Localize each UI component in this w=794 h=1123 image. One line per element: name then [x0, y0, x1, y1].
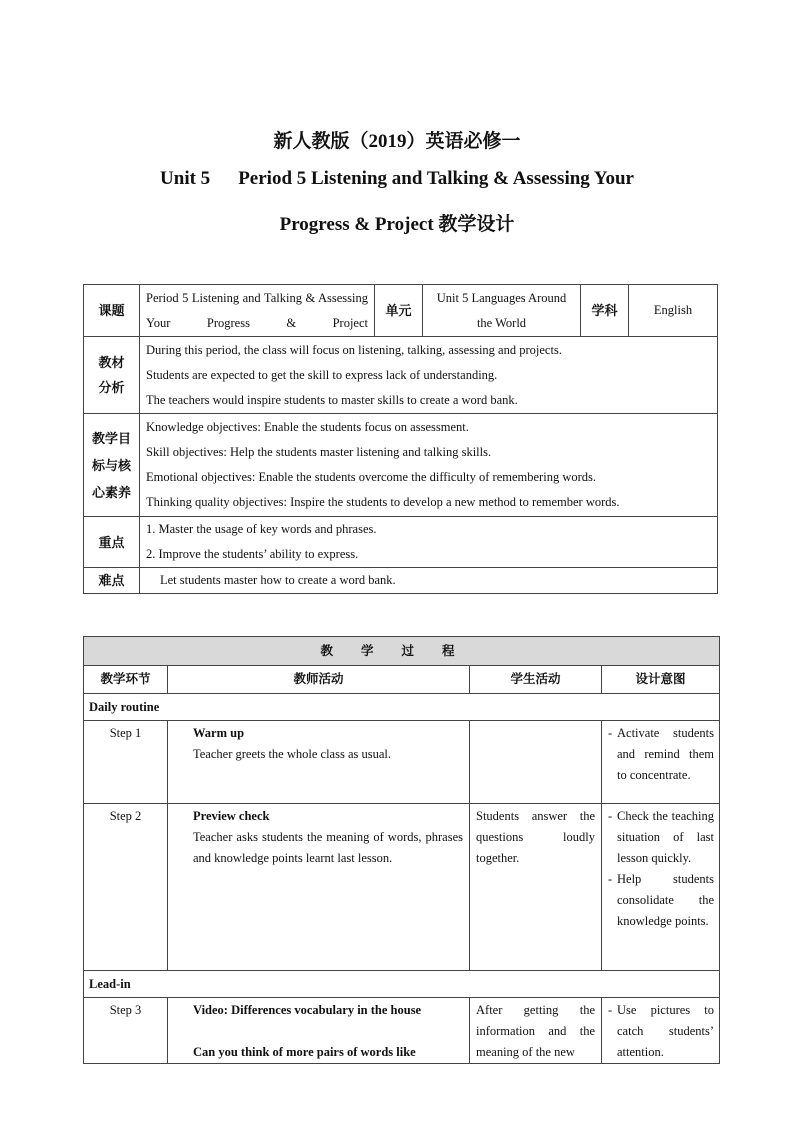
objective-line: Knowledge objectives: Enable the students focus on assessment.	[146, 420, 469, 434]
section-row	[84, 694, 720, 721]
teaching-process-table	[83, 636, 720, 1064]
unit-value: Unit 5 Languages Around the World	[423, 285, 581, 337]
teacher-activity	[168, 998, 470, 1064]
subject-value: English	[629, 285, 718, 337]
intent-item: - Activate students and remind them to concentrate.	[608, 723, 714, 786]
design-intent	[602, 721, 720, 804]
column-header-student: 学生活动	[470, 666, 602, 694]
design-intent	[602, 804, 720, 971]
key-points-row	[84, 517, 718, 568]
document-title: 新人教版（2019）英语必修一	[273, 131, 521, 152]
difficult-points-label: 难点	[84, 568, 140, 594]
activity-text: Teacher greets the whole class as usual.	[193, 747, 392, 761]
step-row	[84, 721, 720, 804]
document-subtitle	[0, 168, 794, 190]
topic-label: 课题	[84, 285, 140, 337]
key-points-content	[140, 517, 718, 568]
intent-item: - Help students consolidate the knowledge points.	[608, 869, 714, 932]
topic-value: Period 5 Listening and Talking & Assessing Your Progress & Project	[140, 285, 375, 337]
objective-line: Emotional objectives: Enable the students overcome the difficulty of remembering words.	[146, 470, 596, 484]
objectives-content	[140, 414, 718, 517]
analysis-line: During this period, the class will focus on listening, talking, assessing and projects.	[146, 342, 562, 357]
teacher-activity	[168, 804, 470, 971]
section-title: Daily routine	[84, 694, 720, 721]
activity-title: Video: Differences vocabulary in the house	[193, 1003, 422, 1017]
key-point-line: 1. Master the usage of key words and phrases.	[146, 522, 377, 536]
objectives-label: 教学目标与核心素养	[84, 414, 140, 517]
intent-item: - Check the teaching situation of last lesson quickly.	[608, 806, 714, 869]
step-label: Step 1	[84, 721, 168, 804]
unit-label: 单元	[375, 285, 423, 337]
topic-row	[84, 285, 718, 337]
subject-label: 学科	[581, 285, 629, 337]
intent-item: - Use pictures to catch students’ attention.	[608, 1000, 714, 1063]
analysis-line: The teachers would inspire students to master skills to create a word bank.	[146, 392, 518, 407]
column-header-intent: 设计意图	[602, 666, 720, 694]
document-subtitle-cont: Progress & Project 教学设计	[279, 214, 515, 235]
analysis-line: Students are expected to get the skill to express lack of understanding.	[146, 367, 498, 382]
analysis-label: 教材分析	[84, 337, 140, 414]
student-activity	[470, 721, 602, 804]
column-header-row	[84, 666, 720, 694]
key-points-label: 重点	[84, 517, 140, 568]
student-activity: After getting the information and the meaning of the new	[470, 998, 602, 1064]
key-point-line: 2. Improve the students’ ability to express.	[146, 547, 359, 561]
objective-line: Thinking quality objectives: Inspire the students to develop a new method to remember words.	[146, 495, 620, 509]
step-label: Step 3	[84, 998, 168, 1064]
step-label: Step 2	[84, 804, 168, 971]
activity-title: Preview check	[193, 809, 270, 823]
process-header: 教学过程	[84, 637, 720, 666]
activity-question: Can you think of more pairs of words like	[193, 1045, 416, 1059]
activity-title: Warm up	[193, 726, 245, 740]
activity-text: Teacher asks students the meaning of words, phrases and knowledge points learnt last lesson.	[193, 830, 463, 865]
analysis-row	[84, 337, 718, 414]
column-header-stage: 教学环节	[84, 666, 168, 694]
difficult-points-row	[84, 568, 718, 594]
column-header-teacher: 教师活动	[168, 666, 470, 694]
period-title: Period 5 Listening and Talking & Assessing Your	[238, 168, 634, 189]
lesson-info-table	[83, 284, 718, 594]
step-row	[84, 804, 720, 971]
teacher-activity	[168, 721, 470, 804]
process-header-row	[84, 637, 720, 666]
section-title: Lead-in	[84, 971, 720, 998]
difficult-points-value: Let students master how to create a word bank.	[140, 568, 718, 594]
unit-number: Unit 5	[160, 168, 211, 189]
objective-line: Skill objectives: Help the students master listening and talking skills.	[146, 445, 492, 459]
analysis-content	[140, 337, 718, 414]
objectives-row	[84, 414, 718, 517]
step-row	[84, 998, 720, 1064]
design-intent	[602, 998, 720, 1064]
section-row	[84, 971, 720, 998]
student-activity: Students answer the questions loudly together.	[470, 804, 602, 971]
